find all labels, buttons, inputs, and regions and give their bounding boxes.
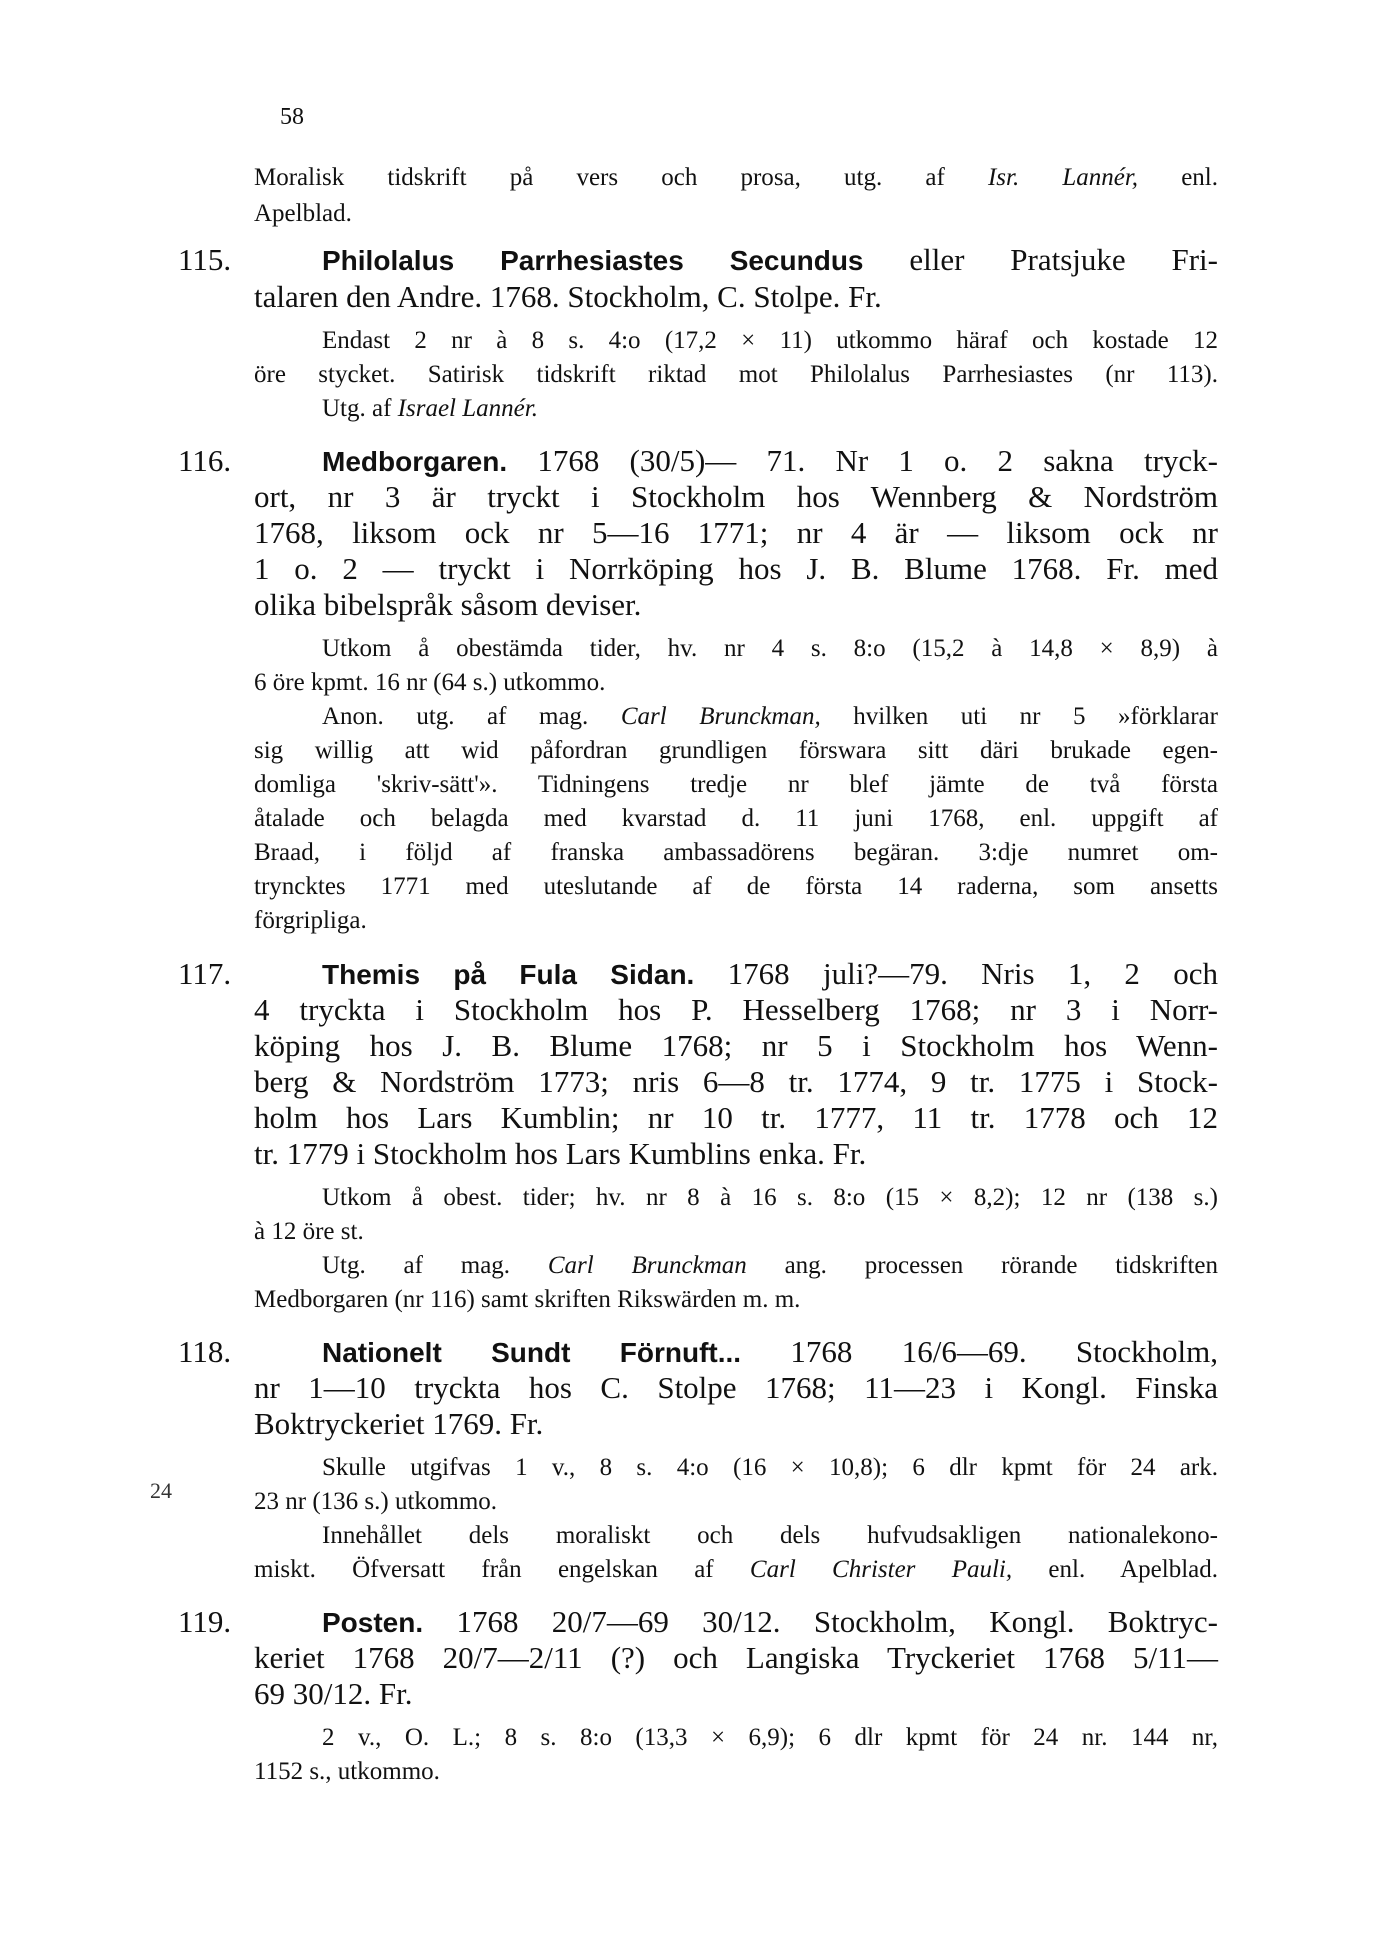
entry-note: Braad, i följd af franska ambassadörens begäran. 3:dje numret om- xyxy=(254,839,1218,866)
entry-line: 1768, liksom ock nr 5—16 1771; nr 4 är — liksom ock nr xyxy=(254,515,1218,550)
entry-note: Anon. utg. af mag. Carl Brunckman, hvilken uti nr 5 »förklarar xyxy=(322,703,1218,730)
entry-note: à 12 öre st. xyxy=(254,1218,364,1245)
entry-number: 118. xyxy=(178,1334,232,1369)
entry-number: 115. xyxy=(178,242,232,277)
entry-note: Utg. af Israel Lannér. xyxy=(322,395,538,422)
entry-line: nr 1—10 tryckta hos C. Stolpe 1768; 11—23 i Kongl. Finska xyxy=(254,1370,1218,1405)
entry-line: 4 tryckta i Stockholm hos P. Hesselberg 1768; nr 3 i Norr- xyxy=(254,992,1218,1027)
entry-line: köping hos J. B. Blume 1768; nr 5 i Stockholm hos Wenn- xyxy=(254,1028,1218,1063)
entry-note: tryncktes 1771 med uteslutande af de första 14 raderna, som ansetts xyxy=(254,873,1218,900)
intro-line: Apelblad. xyxy=(254,200,352,227)
entry-line: talaren den Andre. 1768. Stockholm, C. Stolpe. Fr. xyxy=(254,279,882,314)
entry-note: öre stycket. Satirisk tidskrift riktad mot Philolalus Parrhesiastes (nr 113). xyxy=(254,361,1218,388)
entry-line: ort, nr 3 är tryckt i Stockholm hos Wennberg & Nordström xyxy=(254,479,1218,514)
entry-heading: Medborgaren. 1768 (30/5)— 71. Nr 1 o. 2 sakna tryck- xyxy=(322,443,1218,478)
entry-note: Utkom å obest. tider; hv. nr 8 à 16 s. 8:o (15 × 8,2); 12 nr (138 s.) xyxy=(322,1184,1218,1211)
intro-line: Moralisk tidskrift på vers och prosa, utg. af Isr. Lannér, enl. xyxy=(254,164,1218,191)
entry-note: förgripliga. xyxy=(254,907,367,934)
page-number: 58 xyxy=(280,104,304,130)
entry-note: Skulle utgifvas 1 v., 8 s. 4:o (16 × 10,8); 6 dlr kpmt för 24 ark. xyxy=(322,1454,1218,1481)
entry-note: Innehållet dels moraliskt och dels hufvudsakligen nationalekono- xyxy=(322,1522,1218,1549)
entry-title: Themis på Fula Sidan. xyxy=(322,959,695,990)
entry-line: berg & Nordström 1773; nris 6—8 tr. 1774, 9 tr. 1775 i Stock- xyxy=(254,1064,1218,1099)
entry-note: 6 öre kpmt. 16 nr (64 s.) utkommo. xyxy=(254,669,606,696)
entry-heading: Nationelt Sundt Förnuft... 1768 16/6—69. Stockholm, xyxy=(322,1334,1219,1369)
entry-title: Philolalus Parrhesiastes Secundus xyxy=(322,245,864,276)
entry-note: 2 v., O. L.; 8 s. 8:o (13,3 × 6,9); 6 dlr kpmt för 24 nr. 144 nr, xyxy=(322,1724,1218,1751)
margin-annotation: 24 xyxy=(150,1478,172,1503)
entry-line: keriet 1768 20/7—2/11 (?) och Langiska Tryckeriet 1768 5/11— xyxy=(254,1640,1218,1675)
entry-number: 119. xyxy=(178,1604,232,1639)
entry-note: 23 nr (136 s.) utkommo. xyxy=(254,1488,498,1515)
entry-line: tr. 1779 i Stockholm hos Lars Kumblins enka. Fr. xyxy=(254,1136,867,1171)
entry-note: miskt. Öfversatt från engelskan af Carl Christer Pauli, enl. Apelblad. xyxy=(254,1556,1219,1583)
entry-number: 117. xyxy=(178,956,232,991)
entry-note: Endast 2 nr à 8 s. 4:o (17,2 × 11) utkommo häraf och kostade 12 xyxy=(322,327,1218,354)
entry-title: Medborgaren. xyxy=(322,446,508,477)
entry-note: åtalade och belagda med kvarstad d. 11 juni 1768, enl. uppgift af xyxy=(254,805,1218,832)
entry-line: 69 30/12. Fr. xyxy=(254,1676,413,1711)
entry-title: Posten. xyxy=(322,1607,424,1638)
entry-heading: Themis på Fula Sidan. 1768 juli?—79. Nris 1, 2 och xyxy=(322,956,1218,991)
entry-number: 116. xyxy=(178,443,232,478)
entry-note: Utkom å obestämda tider, hv. nr 4 s. 8:o (15,2 à 14,8 × 8,9) à xyxy=(322,635,1218,662)
entry-line: olika bibelspråk såsom deviser. xyxy=(254,587,642,622)
entry-line: 1 o. 2 — tryckt i Norrköping hos J. B. Blume 1768. Fr. med xyxy=(254,551,1218,586)
entry-note: 1152 s., utkommo. xyxy=(254,1758,440,1785)
entry-note: Medborgaren (nr 116) samt skriften Rikswärden m. m. xyxy=(254,1286,801,1313)
entry-line: holm hos Lars Kumblin; nr 10 tr. 1777, 11 tr. 1778 och 12 xyxy=(254,1100,1218,1135)
entry-note: domliga 'skriv-sätt'». Tidningens tredje nr blef jämte de två första xyxy=(254,771,1218,798)
entry-heading: Posten. 1768 20/7—69 30/12. Stockholm, Kongl. Boktryc- xyxy=(322,1604,1218,1639)
entry-line: Boktryckeriet 1769. Fr. xyxy=(254,1406,544,1441)
entry-note: Utg. af mag. Carl Brunckman ang. processen rörande tidskriften xyxy=(322,1252,1218,1279)
entry-note: sig willig att wid påfordran grundligen förswara sitt däri brukade egen- xyxy=(254,737,1218,764)
entry-title: Nationelt Sundt Förnuft... xyxy=(322,1337,742,1368)
entry-heading: Philolalus Parrhesiastes Secundus eller Pratsjuke Fri- xyxy=(322,242,1218,277)
